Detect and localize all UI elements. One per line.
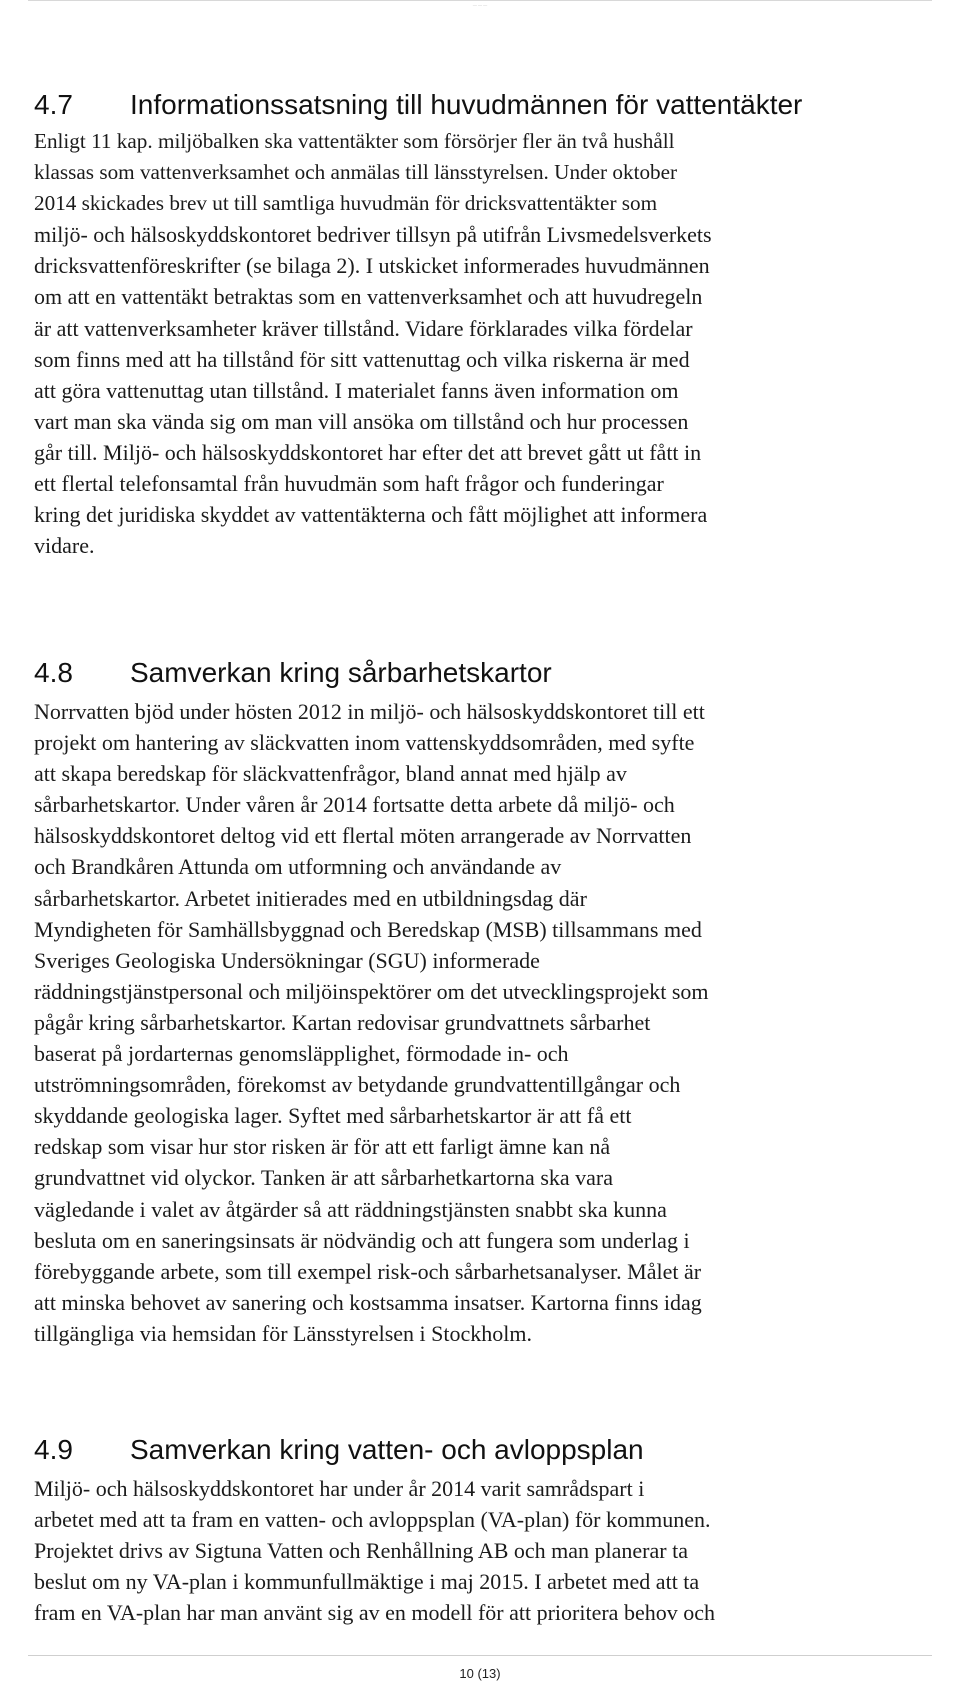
- page-top-rule: [28, 0, 932, 1]
- text-line: baserat på jordarternas genomsläpplighet, förmodade in- och: [34, 1041, 569, 1067]
- text-line: om att en vattentäkt betraktas som en vattenverksamhet och att huvudregeln: [34, 284, 703, 310]
- section-title: Informationssatsning till huvudmännen för vattentäkter: [130, 89, 803, 120]
- text-line: och Brandkåren Attunda om utformning och användande av: [34, 854, 562, 880]
- text-line: grundvattnet vid olyckor. Tanken är att sårbarhetkartorna ska vara: [34, 1165, 614, 1191]
- section-4-7: [34, 88, 934, 561]
- text-line: projekt om hantering av släckvatten inom vattenskyddsområden, med syfte: [34, 730, 695, 756]
- text-line: är att vattenverksamheter kräver tillstånd. Vidare förklarades vilka fördelar: [34, 315, 693, 341]
- section-4-9: [34, 1433, 934, 1628]
- section-heading: [34, 656, 934, 690]
- text-line: Sveriges Geologiska Undersökningar (SGU) informerade: [34, 947, 540, 973]
- section-4-8: [34, 656, 934, 1349]
- text-line: förebyggande arbete, som till exempel risk-och sårbarhetsanalyser. Målet är: [34, 1258, 702, 1284]
- section-number: 4.7: [34, 89, 73, 120]
- text-line: 2014 skickades brev ut till samtliga huvudmän för dricksvattentäkter som: [34, 191, 658, 216]
- text-line: att göra vattenuttag utan tillstånd. I materialet fanns även information om: [34, 377, 679, 403]
- text-line: vägledande i valet av åtgärder så att räddningstjänsten snabbt ska kunna: [34, 1196, 667, 1222]
- text-line: Miljö- och hälsoskyddskontoret har under år 2014 varit samrådspart i: [34, 1476, 645, 1501]
- footer-rule: [28, 1655, 932, 1656]
- text-line: beslut om ny VA-plan i kommunfullmäktige i maj 2015. I arbetet med att ta: [34, 1569, 700, 1595]
- header-mark: — — —: [472, 2, 488, 7]
- text-line: miljö- och hälsoskyddskontoret bedriver tillsyn på utifrån Livsmedelsverkets: [34, 222, 712, 248]
- text-line: att skapa beredskap för släckvattenfrågor, bland annat med hjälp av: [34, 761, 627, 787]
- text-line: sårbarhetskartor. Under våren år 2014 fortsatte detta arbete då miljö- och: [34, 792, 675, 818]
- text-line: arbetet med att ta fram en vatten- och avloppsplan (VA-plan) för kommunen.: [34, 1507, 711, 1533]
- section-heading: [34, 1433, 934, 1467]
- text-line: ett flertal telefonsamtal från huvudmän som haft frågor och funderingar: [34, 471, 664, 497]
- text-line: som finns med att ha tillstånd för sitt vattenuttag och vilka riskerna är med: [34, 346, 690, 372]
- text-line: Norrvatten bjöd under hösten 2012 in miljö- och hälsoskyddskontoret till ett: [34, 699, 705, 724]
- section-number: 4.9: [34, 1434, 73, 1465]
- text-line: utströmningsområden, förekomst av betydande grundvattentillgångar och: [34, 1072, 681, 1098]
- text-line: Projektet drivs av Sigtuna Vatten och Renhållning AB och man planerar ta: [34, 1538, 688, 1564]
- section-title: Samverkan kring sårbarhetskartor: [130, 657, 552, 688]
- text-line: går till. Miljö- och hälsoskyddskontoret har efter det att brevet gått ut fått in: [34, 439, 702, 465]
- page-number: 10 (13): [459, 1666, 501, 1681]
- text-line: hälsoskyddskontoret deltog vid ett flertal möten arrangerade av Norrvatten: [34, 823, 692, 849]
- text-line: Enligt 11 kap. miljöbalken ska vattentäkter som försörjer fler än två hushåll: [34, 129, 675, 153]
- section-number: 4.8: [34, 657, 73, 688]
- text-line: att minska behovet av sanering och kostsamma insatser. Kartorna finns idag: [34, 1289, 702, 1315]
- text-line: kring det juridiska skyddet av vattentäkterna och fått möjlighet att informera: [34, 502, 708, 528]
- text-line: redskap som visar hur stor risken är för att ett farligt ämne kan nå: [34, 1134, 611, 1160]
- text-line: dricksvattenföreskrifter (se bilaga 2). I utskicket informerades huvudmännen: [34, 253, 710, 279]
- section-body: [34, 1473, 934, 1628]
- text-line: vidare.: [34, 533, 95, 559]
- section-body: [34, 696, 934, 1349]
- section-body: [34, 126, 934, 561]
- text-line: tillgängliga via hemsidan för Länsstyrelsen i Stockholm.: [34, 1320, 532, 1346]
- text-line: sårbarhetskartor. Arbetet initierades med en utbildningsdag där: [34, 885, 587, 911]
- text-line: vart man ska vända sig om man vill ansöka om tillstånd och hur processen: [34, 408, 689, 434]
- text-line: klassas som vattenverksamhet och anmälas till länsstyrelsen. Under oktober: [34, 160, 678, 185]
- text-line: räddningstjänstpersonal och miljöinspektörer om det utvecklingsprojekt som: [34, 978, 709, 1004]
- text-line: skyddande geologiska lager. Syftet med sårbarhetskartor är att få ett: [34, 1103, 632, 1129]
- text-line: Myndigheten för Samhällsbyggnad och Beredskap (MSB) tillsammans med: [34, 916, 702, 942]
- section-heading: [34, 88, 934, 122]
- text-line: fram en VA-plan har man använt sig av en modell för att prioritera behov och: [34, 1600, 715, 1626]
- text-line: besluta om en saneringsinsats är nödvändig och att fungera som underlag i: [34, 1227, 690, 1253]
- text-line: pågår kring sårbarhetskartor. Kartan redovisar grundvattnets sårbarhet: [34, 1009, 651, 1035]
- section-title: Samverkan kring vatten- och avloppsplan: [130, 1434, 644, 1465]
